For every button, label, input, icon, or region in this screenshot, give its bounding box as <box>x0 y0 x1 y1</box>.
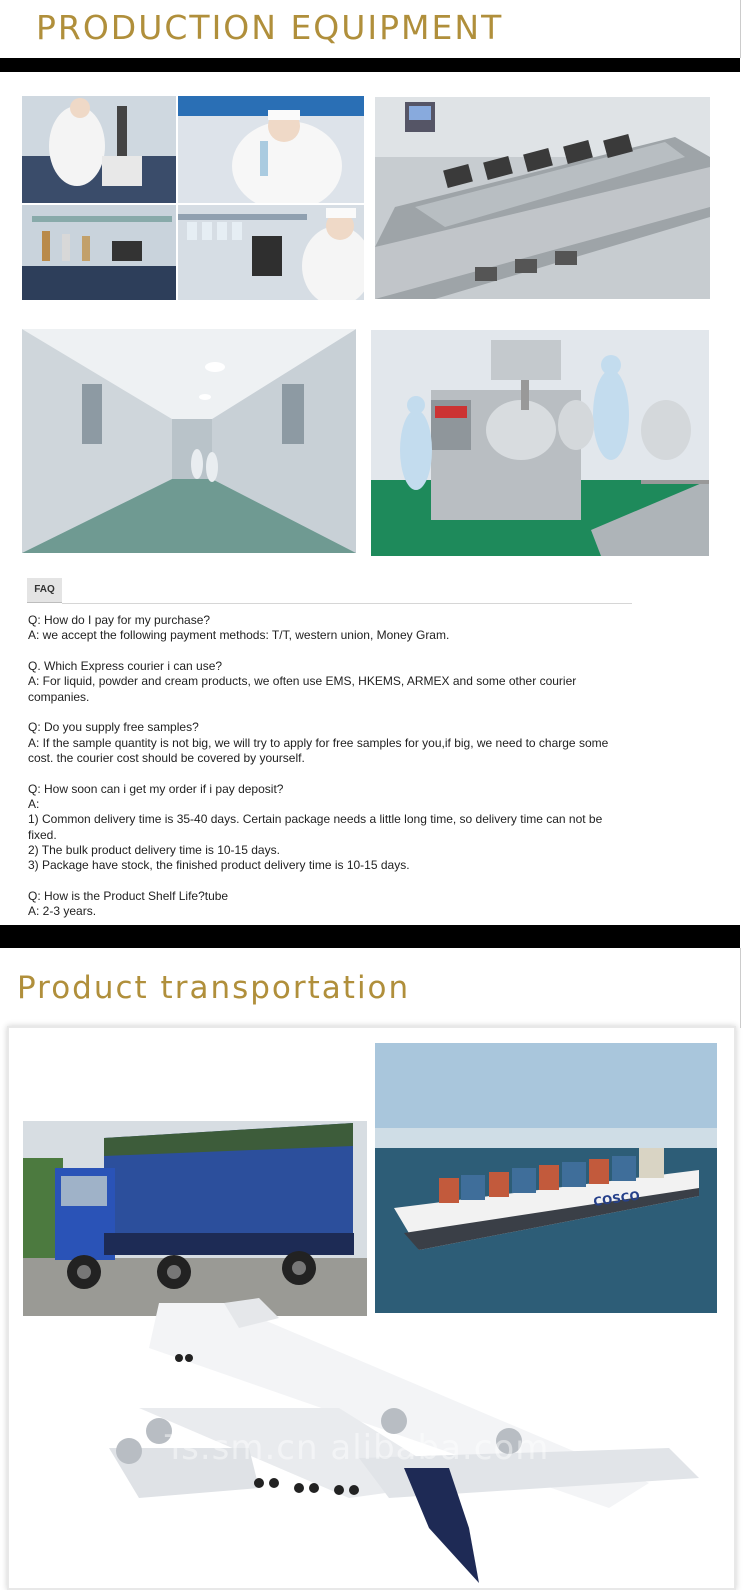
faq-answer: A: If the sample quantity is not big, we will try to apply for free samples for you,if big, we need to charge some cost. the courier cost should be covered by yourself. <box>28 735 609 766</box>
faq-question: Q: How do I pay for my purchase? <box>28 613 211 627</box>
production-title: PRODUCTION EQUIPMENT <box>36 8 504 47</box>
faq-answer: A: <box>28 797 40 812</box>
faq-divider <box>62 603 632 604</box>
faq-tab: FAQ <box>27 578 62 603</box>
transport-title: Product transportation <box>17 970 411 1006</box>
watermark-text: Ts.sm.cn alibaba.com <box>165 1428 550 1468</box>
transport-photo-frame <box>7 1026 736 1590</box>
transport-illustration <box>9 1028 734 1588</box>
faq-answer: 1) Common delivery time is 35-40 days. Certain package needs a little long time, so delivery time can not be fixed. <box>28 812 603 842</box>
faq-answer: 2) The bulk product delivery time is 10-15 days. <box>28 843 280 858</box>
faq-spacer <box>28 766 632 782</box>
ship-hull-label: COSCO <box>592 1188 641 1209</box>
faq-answer: 3) Package have stock, the finished product delivery time is 10-15 days. <box>28 858 410 873</box>
faq-answer: A: For liquid, powder and cream products, we often use EMS, HKEMS, ARMEX and some other courier companies. <box>28 674 577 704</box>
faq-question: Q. Which Express courier i can use? <box>28 659 223 674</box>
container-ship-photo <box>375 1043 717 1313</box>
emulsifier-machine-photo <box>371 330 709 556</box>
black-divider-bar <box>0 58 740 72</box>
faq-answer: A: 2-3 years. <box>28 904 97 919</box>
black-divider-bar <box>0 925 740 948</box>
faq-spacer <box>28 874 632 890</box>
cleanroom-corridor-photo <box>22 329 356 553</box>
production-header <box>0 0 741 58</box>
faq-question: Q: How soon can i get my order if i pay deposit? <box>28 781 284 796</box>
filling-machine-photo <box>375 97 710 299</box>
faq-section <box>0 570 740 925</box>
faq-question: Q: Do you supply free samples? <box>28 720 199 735</box>
faq-spacer <box>28 644 632 660</box>
faq-spacer <box>28 705 632 721</box>
faq-question: Q: How is the Product Shelf Life?tube <box>28 889 229 904</box>
truck-photo <box>23 1121 367 1316</box>
faq-content <box>28 613 632 920</box>
faq-answer: A: we accept the following payment methods: T/T, western union, Money Gram. <box>28 628 450 643</box>
transport-header <box>0 948 741 1028</box>
lab-photo-collage <box>22 96 364 300</box>
